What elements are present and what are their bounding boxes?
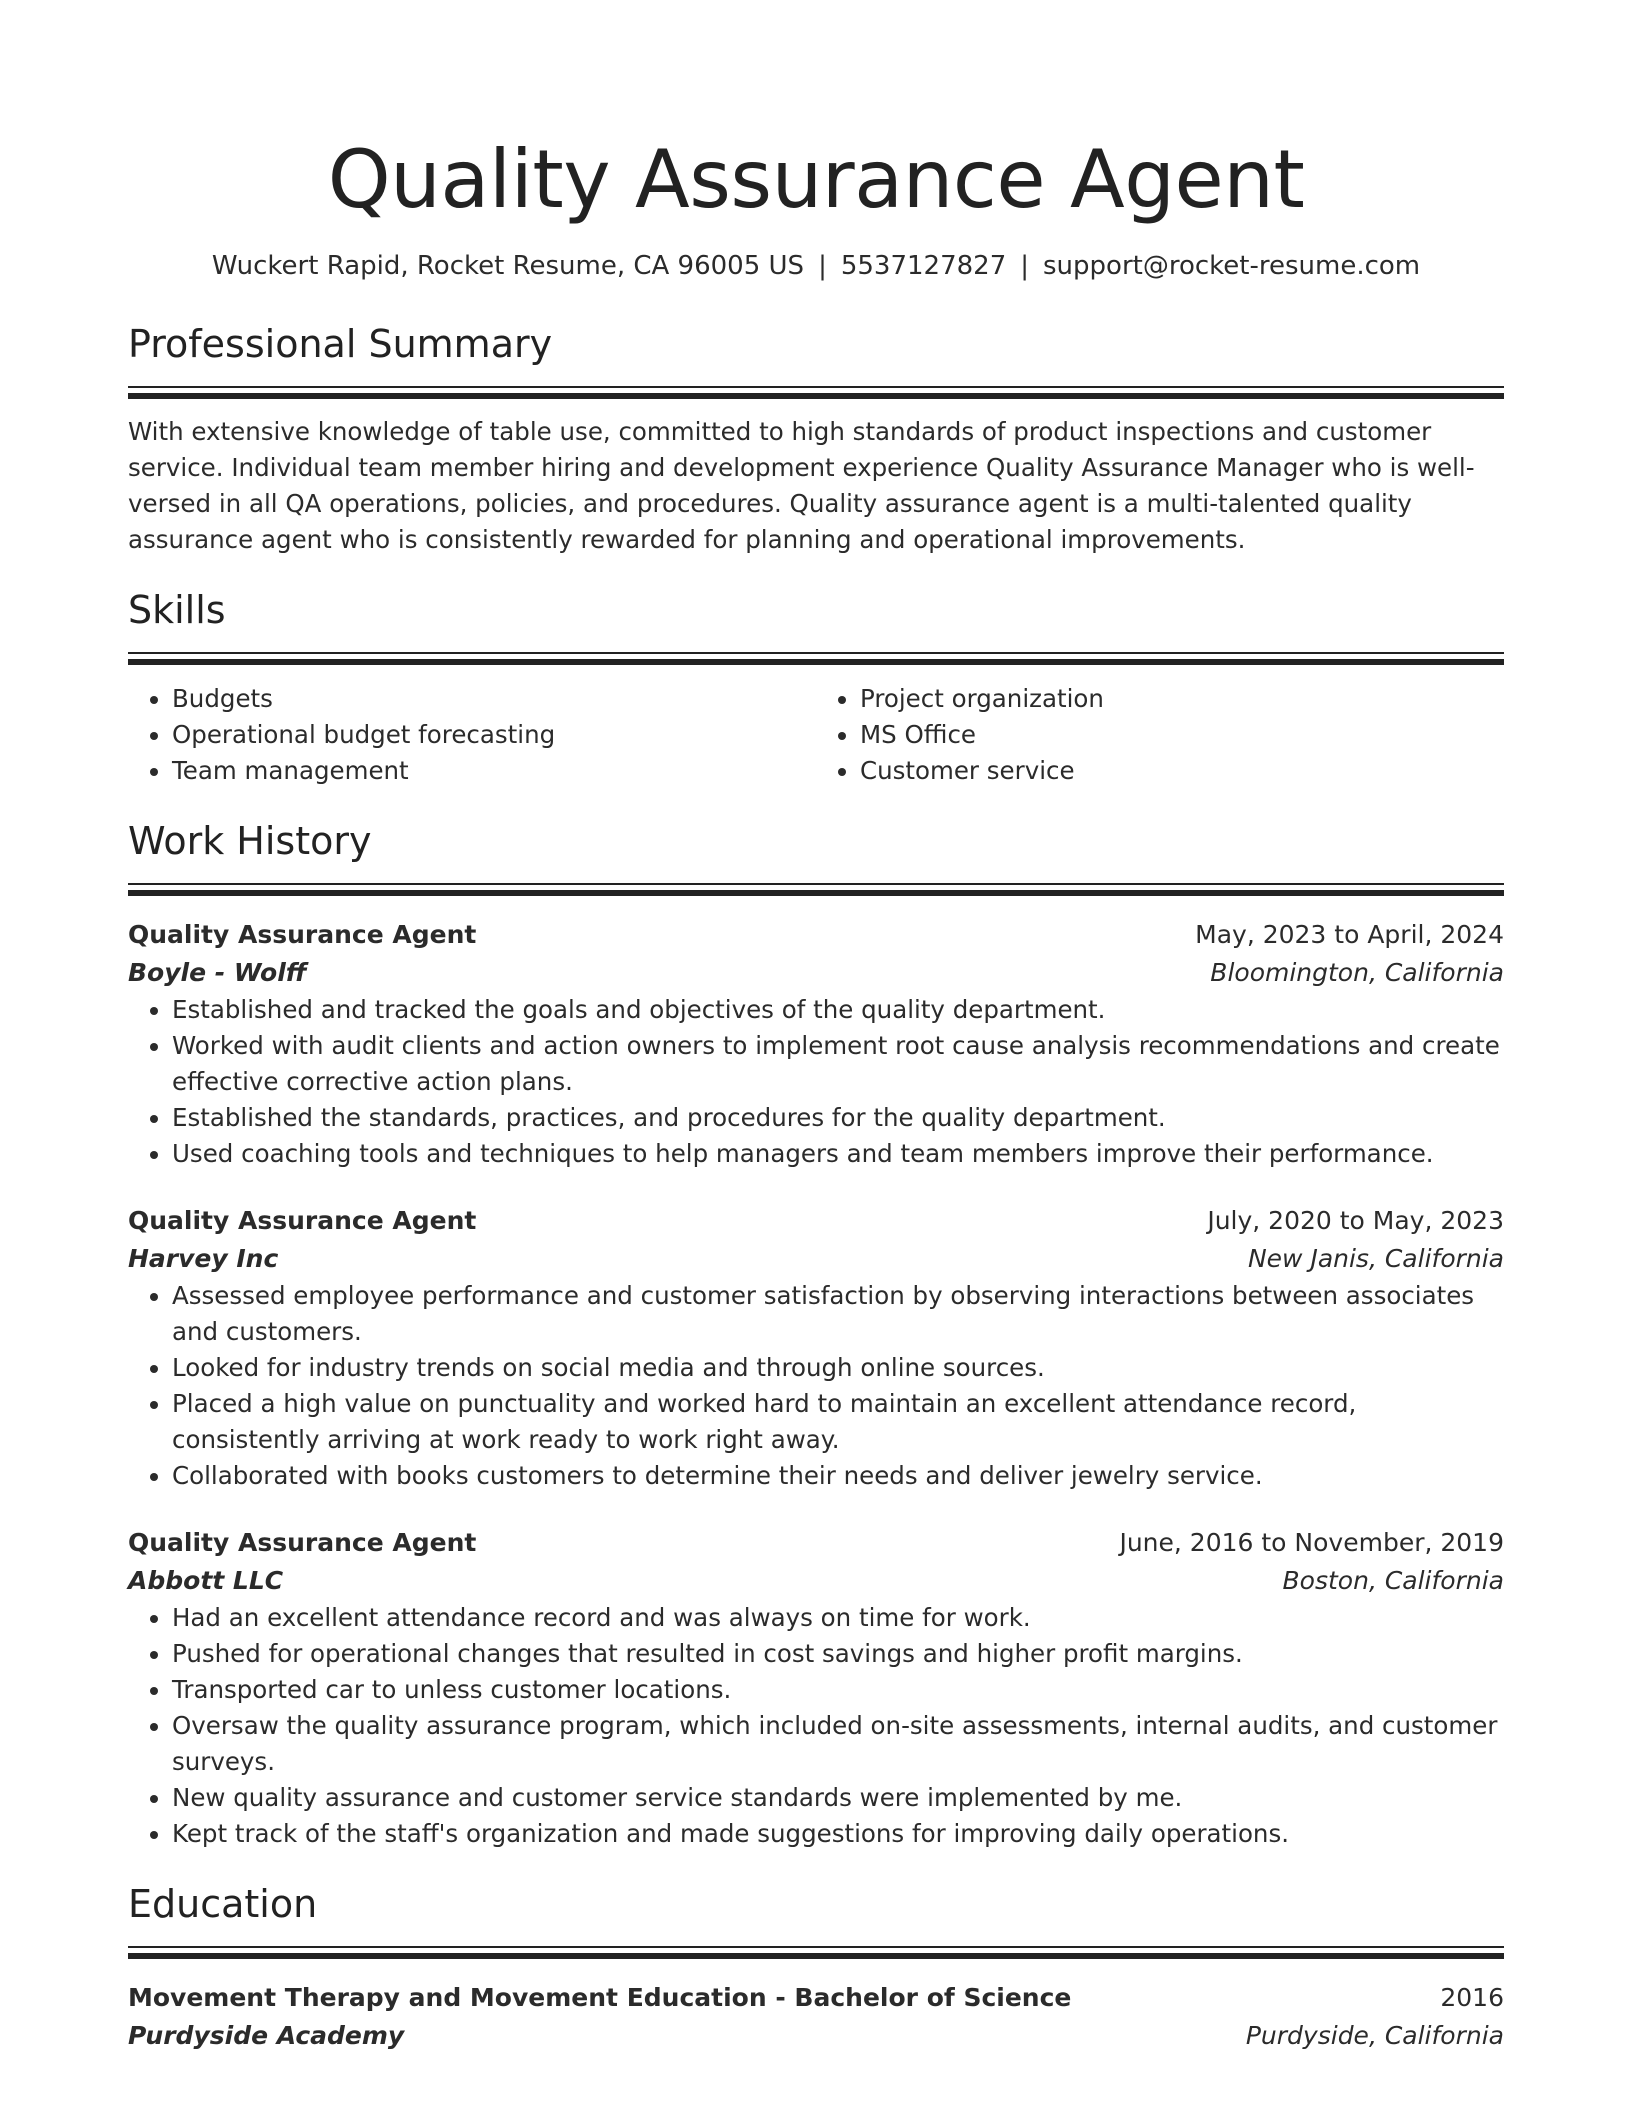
job-dates: May, 2023 to April, 2024 bbox=[1195, 920, 1504, 949]
section-divider bbox=[128, 1946, 1504, 1959]
education-header bbox=[128, 1979, 1504, 2017]
job-bullet: • Used coaching tools and techniques to help managers and team members improve their performance. bbox=[172, 1136, 1504, 1172]
job-bullet: • Established the standards, practices, and procedures for the quality department. bbox=[172, 1100, 1504, 1136]
work-history-section bbox=[128, 817, 1504, 1852]
section-title-skills: Skills bbox=[128, 588, 226, 632]
skill-item: • Project organization bbox=[860, 681, 1504, 717]
section-divider bbox=[128, 652, 1504, 665]
section-title-summary: Professional Summary bbox=[128, 322, 553, 366]
skill-item: • Customer service bbox=[860, 753, 1504, 789]
job-bullet: • Oversaw the quality assurance program, which included on-site assessments, internal audits, and customer surveys. bbox=[172, 1708, 1504, 1780]
education-subheader bbox=[128, 2017, 1504, 2055]
skill-item: • Budgets bbox=[172, 681, 816, 717]
job-subheader bbox=[128, 1562, 1504, 1600]
skills-column-left bbox=[128, 681, 816, 789]
job-subheader bbox=[128, 1240, 1504, 1278]
education-school: Purdyside Academy bbox=[128, 2021, 405, 2050]
skill-item: • Operational budget forecasting bbox=[172, 717, 816, 753]
job-entry bbox=[128, 916, 1504, 1172]
job-header bbox=[128, 916, 1504, 954]
job-company: Boyle - Wolff bbox=[128, 958, 307, 987]
job-location: New Janis, California bbox=[1247, 1244, 1504, 1273]
job-bullets bbox=[128, 1600, 1504, 1852]
summary-section bbox=[128, 320, 1504, 558]
job-company: Harvey Inc bbox=[128, 1244, 279, 1273]
section-title-work-history: Work History bbox=[128, 819, 372, 863]
education-year: 2016 bbox=[1440, 1983, 1504, 2012]
job-subheader bbox=[128, 954, 1504, 992]
job-bullet: • Kept track of the staff's organization and made suggestions for improving daily operations. bbox=[172, 1816, 1504, 1852]
job-bullet: • Had an excellent attendance record and was always on time for work. bbox=[172, 1600, 1504, 1636]
contact-address: Wuckert Rapid, Rocket Resume, CA 96005 US bbox=[211, 251, 805, 281]
skills-columns bbox=[128, 681, 1504, 789]
job-bullet: • Looked for industry trends on social media and through online sources. bbox=[172, 1350, 1504, 1386]
skills-column-right bbox=[816, 681, 1504, 789]
section-title-education: Education bbox=[128, 1882, 318, 1926]
section-divider bbox=[128, 883, 1504, 896]
education-entry bbox=[128, 1979, 1504, 2055]
contact-line bbox=[128, 248, 1504, 284]
job-bullet: • Established and tracked the goals and objectives of the quality department. bbox=[172, 992, 1504, 1028]
job-bullet: • Collaborated with books customers to determine their needs and deliver jewelry service. bbox=[172, 1458, 1504, 1494]
contact-separator: | bbox=[818, 251, 827, 281]
job-title: Quality Assurance Agent bbox=[128, 1206, 477, 1235]
education-location: Purdyside, California bbox=[1245, 2021, 1504, 2050]
job-bullet: • Pushed for operational changes that resulted in cost savings and higher profit margins. bbox=[172, 1636, 1504, 1672]
contact-email[interactable]: support@rocket-resume.com bbox=[1043, 251, 1421, 281]
job-header bbox=[128, 1524, 1504, 1562]
job-title: Quality Assurance Agent bbox=[128, 1528, 477, 1557]
education-degree: Movement Therapy and Movement Education - Bachelor of Science bbox=[128, 1983, 1072, 2012]
skill-item: • Team management bbox=[172, 753, 816, 789]
job-bullet: • Placed a high value on punctuality and worked hard to maintain an excellent attendance record, consistently arriving at work ready to work right away. bbox=[172, 1386, 1504, 1458]
job-header bbox=[128, 1202, 1504, 1240]
education-section bbox=[128, 1880, 1504, 2055]
job-entry bbox=[128, 1524, 1504, 1852]
job-dates: June, 2016 to November, 2019 bbox=[1119, 1528, 1504, 1557]
skill-item: • MS Office bbox=[860, 717, 1504, 753]
job-entry bbox=[128, 1202, 1504, 1494]
job-title: Quality Assurance Agent bbox=[128, 920, 477, 949]
job-bullet: • Transported car to unless customer locations. bbox=[172, 1672, 1504, 1708]
job-bullet: • Worked with audit clients and action owners to implement root cause analysis recommendations and create effective corrective action plans. bbox=[172, 1028, 1504, 1100]
summary-text: With extensive knowledge of table use, committed to high standards of product inspections and customer service. Individual team member hiring and development experience Quality Assurance Manager who is well-versed in all QA operations, policies, and procedures. Quality assurance agent is a multi-talented quality assurance agent who is consistently rewarded for planning and operational improvements. bbox=[128, 417, 1475, 554]
job-bullets bbox=[128, 992, 1504, 1172]
job-company: Abbott LLC bbox=[128, 1566, 284, 1595]
job-dates: July, 2020 to May, 2023 bbox=[1207, 1206, 1504, 1235]
skills-section bbox=[128, 586, 1504, 789]
job-bullets bbox=[128, 1278, 1504, 1494]
job-bullet: • New quality assurance and customer service standards were implemented by me. bbox=[172, 1780, 1504, 1816]
contact-separator: | bbox=[1020, 251, 1030, 281]
candidate-name: Quality Assurance Agent bbox=[327, 133, 1305, 226]
job-location: Boston, California bbox=[1282, 1566, 1504, 1595]
contact-phone: 5537127827 bbox=[840, 251, 1007, 281]
section-divider bbox=[128, 386, 1504, 399]
job-location: Bloomington, California bbox=[1210, 958, 1504, 987]
job-bullet: • Assessed employee performance and customer satisfaction by observing interactions between associates and customers. bbox=[172, 1278, 1504, 1350]
